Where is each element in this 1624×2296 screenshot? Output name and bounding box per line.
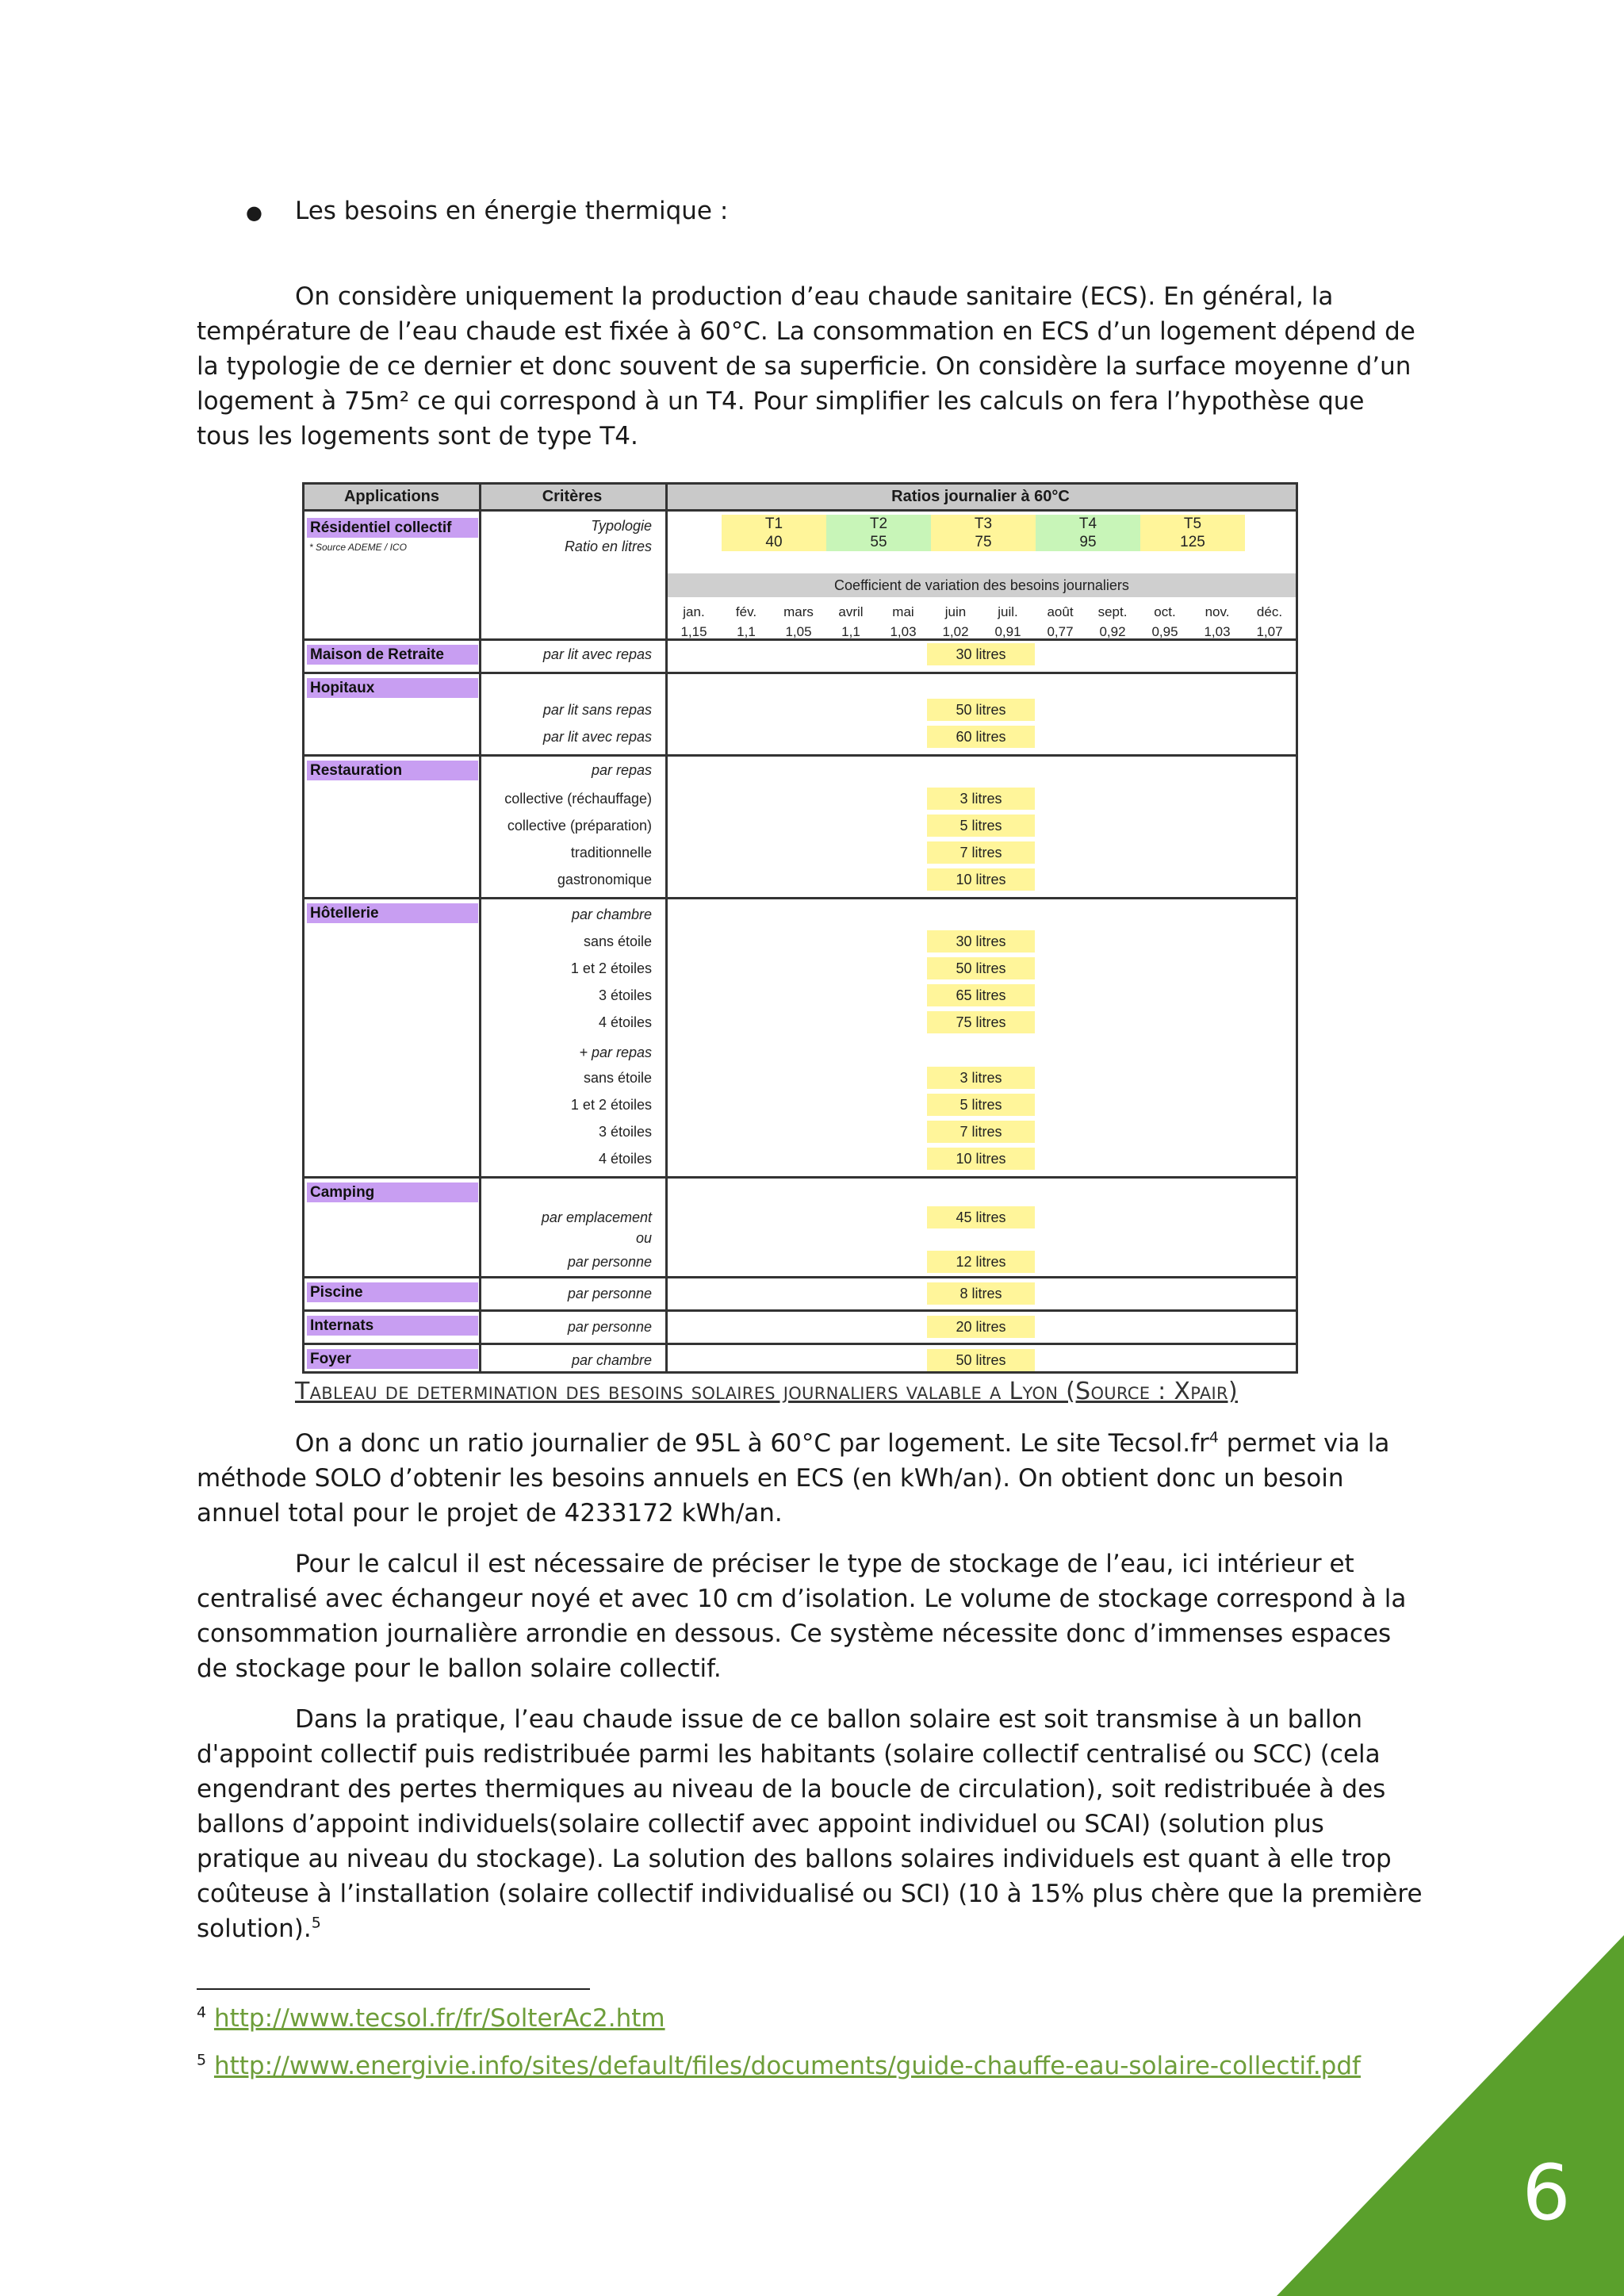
value-piscine: 8 litres: [927, 1282, 1035, 1305]
footnote-link-energivie[interactable]: http://www.energivie.info/sites/default/files/documents/guide-chauffe-eau-solaire-collectif.pdf: [213, 2052, 1361, 2080]
month-cell: [1086, 602, 1139, 642]
app-internats: Internats: [307, 1316, 478, 1336]
crit-hot8: 3 étoiles: [598, 1124, 652, 1140]
residentiel-source: * Source ADEME / ICO: [309, 542, 407, 553]
value-hop2: 60 litres: [927, 726, 1035, 748]
value-hot2: 50 litres: [927, 957, 1035, 979]
crit-hot1: sans étoile: [583, 933, 652, 949]
paragraph-pratique-text: Dans la pratique, l’eau chaude issue de ce ballon solaire est soit transmise à un ballon d'appoint collectif puis redistribuée parmi les habitants (solaire collectif centralisé ou SCC) (cela engendrant des pertes thermiques au niveau de la boucle de circulation), soit redistribuée à des ballons d’appoint individuels(solaire collectif avec appoint individuel ou SCAI) (solution plus pratique au niveau du stockage). La solution des ballons solaires individuels est quant à elle trop coûteuse à l’installation (solaire collectif individualisé ou SCI) (10 à 15% plus chère que la première solution).: [197, 1705, 1423, 1943]
month-label: mai: [892, 604, 914, 619]
footnote-separator: [197, 1988, 590, 1990]
month-cell: [668, 602, 720, 642]
crit-ratio-litres: Ratio en litres: [564, 539, 652, 554]
typologie-ratio: 55: [870, 534, 887, 550]
value-resto2: 5 litres: [927, 815, 1035, 837]
crit-resto2: collective (préparation): [507, 818, 652, 834]
app-piscine: Piscine: [307, 1282, 478, 1302]
crit-foyer: par chambre: [571, 1352, 652, 1368]
month-coef: 1,03: [1204, 624, 1231, 639]
month-coef: 1,05: [785, 624, 812, 639]
crit-resto4: gastronomique: [557, 872, 652, 887]
bullet-dot: ●: [246, 201, 262, 224]
value-internats: 20 litres: [927, 1316, 1035, 1338]
month-coef: 1,15: [680, 624, 707, 639]
month-label: avril: [838, 604, 864, 619]
footnote-5: [197, 2050, 1361, 2082]
paragraph-pratique: [197, 1702, 1424, 1946]
crit-hot7: 1 et 2 étoiles: [570, 1097, 652, 1113]
typologie-type: T2: [869, 516, 888, 532]
crit-hot0: par chambre: [571, 907, 652, 922]
crit-resto1: collective (réchauffage): [504, 791, 652, 807]
month-label: oct.: [1154, 604, 1176, 619]
crit-hot2: 1 et 2 étoiles: [570, 960, 652, 976]
app-maison-retraite: Maison de Retraite: [307, 645, 478, 665]
crit-hot3: 3 étoiles: [598, 987, 652, 1003]
month-label: fév.: [735, 604, 757, 619]
typologie-cell: [1036, 515, 1140, 551]
value-hot6: 3 litres: [927, 1067, 1035, 1089]
app-hotellerie: Hôtellerie: [307, 903, 478, 923]
bullet-heading: Les besoins en énergie thermique :: [295, 197, 729, 225]
month-cell: [1139, 602, 1191, 642]
paragraph-ecs: On considère uniquement la production d’eau chaude sanitaire (ECS). En général, la température de l’eau chaude est fixée à 60°C. La consommation en ECS d’un logement dépend de la typologie de ce dernier et donc souvent de sa superficie. On considère la surface moyenne d’un logement à 75m² ce qui correspond à un T4. Pour simplifier les calculs on fera l’hypothèse que tous les logements sont de type T4.: [197, 282, 1415, 450]
crit-maison: par lit avec repas: [542, 646, 652, 662]
value-hot7: 5 litres: [927, 1094, 1035, 1116]
value-resto1: 3 litres: [927, 788, 1035, 810]
month-coef: 0,92: [1099, 624, 1126, 639]
month-coef: 1,02: [942, 624, 969, 639]
month-label: juil.: [998, 604, 1018, 619]
crit-hot4: 4 étoiles: [598, 1014, 652, 1030]
month-coef: 1,1: [841, 624, 860, 639]
row-divider: [304, 897, 1296, 899]
crit-internats: par personne: [567, 1319, 652, 1335]
value-foyer: 50 litres: [927, 1349, 1035, 1371]
month-label: nov.: [1205, 604, 1230, 619]
value-resto3: 7 litres: [927, 841, 1035, 864]
month-coef: 1,03: [890, 624, 917, 639]
month-label: mars: [783, 604, 814, 619]
col-divider: [479, 485, 481, 1371]
crit-resto3: traditionnelle: [570, 845, 652, 861]
value-resto4: 10 litres: [927, 868, 1035, 891]
app-camping: Camping: [307, 1182, 478, 1202]
typologie-cell: [826, 515, 931, 551]
typologie-cell: [931, 515, 1036, 551]
crit-typologie: Typologie: [591, 518, 652, 534]
paragraph-ratio-part1: On a donc un ratio journalier de 95L à 60°C par logement. Le site Tecsol.fr: [295, 1429, 1209, 1458]
month-label: déc.: [1256, 604, 1283, 619]
crit-hot9: 4 étoiles: [598, 1151, 652, 1167]
crit-hop2: par lit avec repas: [542, 729, 652, 745]
typologie-ratio: 75: [975, 534, 992, 550]
footnote-num: 4: [197, 2003, 207, 2022]
month-label: sept.: [1097, 604, 1128, 619]
row-divider: [304, 1309, 1296, 1312]
typologie-ratio: 40: [765, 534, 783, 550]
value-camp1: 45 litres: [927, 1206, 1035, 1228]
paragraph-ratio-part2: permet via la méthode SOLO d’obtenir les besoins annuels en ECS (en kWh/an). On obtient donc un besoin annuel total pour le projet de 4233172 kWh/an.: [197, 1429, 1390, 1527]
month-coef: 0,77: [1047, 624, 1074, 639]
footnote-num: 5: [197, 2051, 207, 2069]
crit-camp2: ou: [635, 1230, 652, 1246]
typologie-type: T3: [974, 516, 993, 532]
value-maison: 30 litres: [927, 643, 1035, 665]
month-cell: [929, 602, 982, 642]
besoins-table: [302, 482, 1298, 1374]
table-caption: Tableau de determination des besoins solaires journaliers valable a Lyon (Source : Xpair): [295, 1378, 1238, 1405]
month-coef: 1,1: [737, 624, 756, 639]
app-restauration: Restauration: [307, 761, 478, 780]
footnote-ref-5: 5: [311, 1914, 321, 1932]
header-criteres: Critères: [479, 485, 665, 512]
month-cell: [1243, 602, 1296, 642]
crit-hop1: par lit sans repas: [542, 702, 652, 718]
row-divider: [304, 1343, 1296, 1345]
month-label: juin: [944, 604, 967, 619]
app-hopitaux: Hopitaux: [307, 678, 478, 698]
paragraph-ratio: [197, 1426, 1424, 1531]
row-divider: [304, 1276, 1296, 1278]
typologie-ratio: 125: [1180, 534, 1205, 550]
typologie-cell: [1140, 515, 1245, 551]
crit-hot5: + par repas: [579, 1045, 652, 1060]
month-coef: 1,07: [1256, 624, 1283, 639]
month-cell: [1191, 602, 1243, 642]
month-cell: [1034, 602, 1086, 642]
footnote-link-tecsol[interactable]: http://www.tecsol.fr/fr/SolterAc2.htm: [213, 2004, 665, 2033]
crit-resto0: par repas: [591, 762, 652, 778]
page-number: 6: [1522, 2148, 1571, 2237]
value-hot8: 7 litres: [927, 1121, 1035, 1143]
header-ratios: Ratios journalier à 60°C: [665, 485, 1296, 512]
row-divider: [304, 754, 1296, 757]
value-camp3: 12 litres: [927, 1251, 1035, 1273]
month-coef: 0,95: [1151, 624, 1178, 639]
typologie-cell: [722, 515, 826, 551]
paragraph-stockage: Pour le calcul il est nécessaire de préciser le type de stockage de l’eau, ici intérieur et centralisé avec échangeur noyé et avec 10 cm d’isolation. Le volume de stockage correspond à la consommation journalière arrondie en dessous. Ce système nécessite donc d’immenses espaces de stockage pour le ballon solaire collectif.: [197, 1550, 1407, 1683]
row-divider: [304, 1176, 1296, 1179]
value-hot1: 30 litres: [927, 930, 1035, 953]
coef-header: Coefficient de variation des besoins journaliers: [668, 573, 1296, 597]
month-label: jan.: [683, 604, 705, 619]
value-hot3: 65 litres: [927, 984, 1035, 1006]
value-hot4: 75 litres: [927, 1011, 1035, 1033]
typologie-ratio: 95: [1079, 534, 1097, 550]
value-hot9: 10 litres: [927, 1148, 1035, 1170]
crit-hot6: sans étoile: [583, 1070, 652, 1086]
month-label: août: [1047, 604, 1074, 619]
typologie-type: T1: [764, 516, 783, 532]
value-hop1: 50 litres: [927, 699, 1035, 721]
footnote-4: [197, 2003, 665, 2034]
month-cell: [825, 602, 877, 642]
month-cell: [982, 602, 1034, 642]
crit-camp3: par personne: [567, 1254, 652, 1270]
crit-camp1: par emplacement: [541, 1209, 652, 1225]
typologie-type: T5: [1183, 516, 1202, 532]
month-coef: 0,91: [994, 624, 1021, 639]
crit-piscine: par personne: [567, 1286, 652, 1301]
app-residentiel: Résidentiel collectif: [307, 518, 478, 538]
typologie-type: T4: [1078, 516, 1097, 532]
month-cell: [772, 602, 825, 642]
month-cell: [877, 602, 929, 642]
row-divider: [304, 672, 1296, 674]
header-applications: Applications: [304, 485, 479, 512]
footnote-ref-4: 4: [1208, 1428, 1219, 1447]
month-cell: [720, 602, 772, 642]
app-foyer: Foyer: [307, 1349, 478, 1369]
